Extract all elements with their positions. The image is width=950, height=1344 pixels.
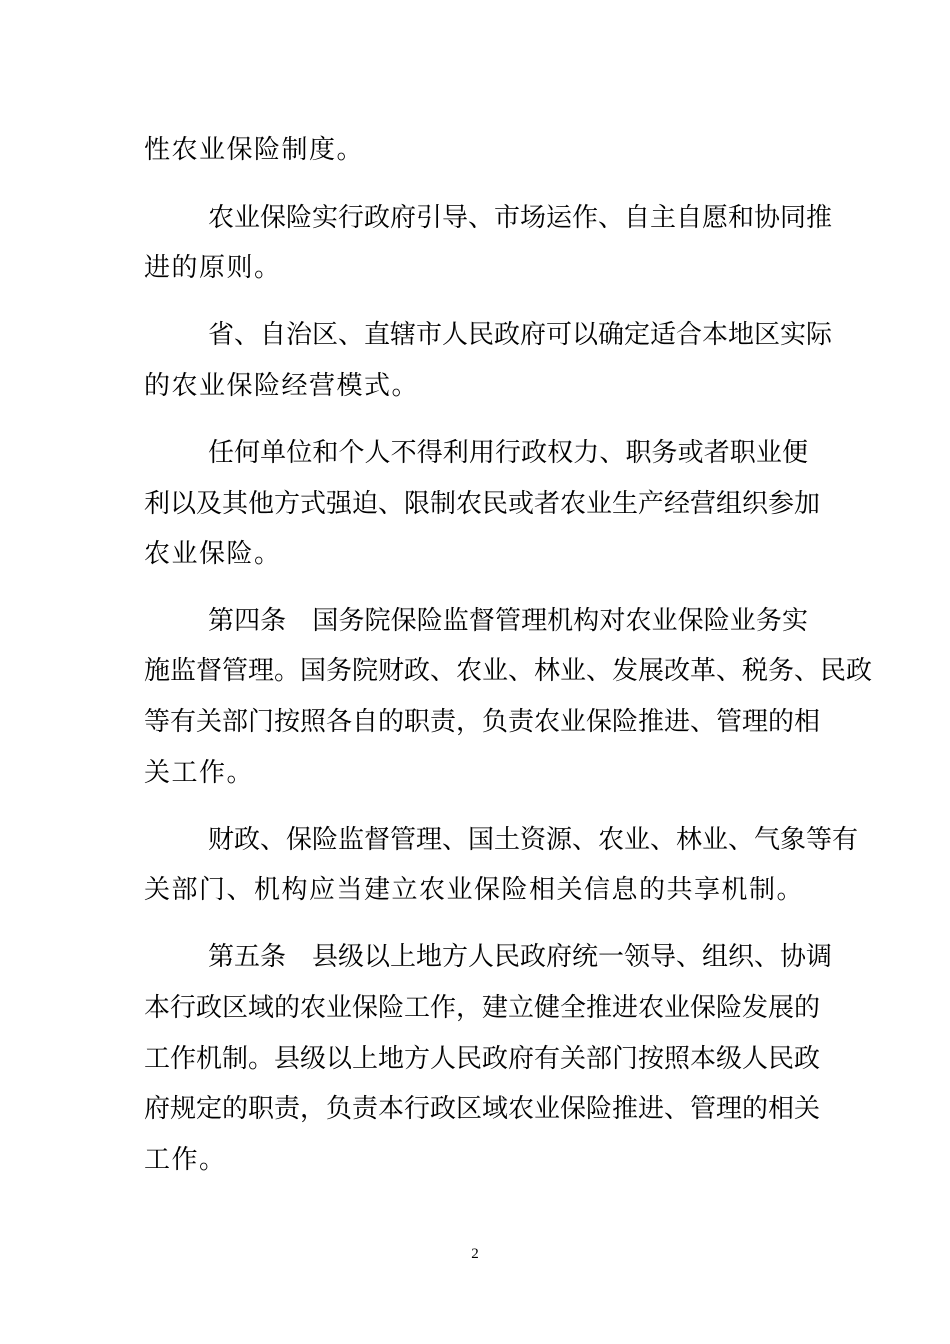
text-line: 利以及其他方式强迫、限制农民或者农业生产经营组织参加 (144, 489, 821, 519)
text-line: 财政、保险监督管理、国土资源、农业、林业、气象等有 (208, 825, 859, 855)
text-line: 第五条 县级以上地方人民政府统一领导、组织、协调 (208, 942, 833, 972)
page-number: 2 (471, 1246, 479, 1262)
text-line: 进的原则。 (144, 253, 282, 283)
text-line: 农业保险实行政府引导、市场运作、自主自愿和协同推 (208, 203, 833, 233)
text-line: 关工作。 (144, 758, 255, 788)
text-line: 工作机制。县级以上地方人民政府有关部门按照本级人民政 (144, 1044, 821, 1074)
text-line: 省、自治区、直辖市人民政府可以确定适合本地区实际 (208, 320, 833, 350)
text-line: 第四条 国务院保险监督管理机构对农业保险业务实 (208, 606, 808, 636)
text-line: 工作。 (144, 1145, 227, 1175)
text-line: 施监督管理。国务院财政、农业、林业、发展改革、税务、民政 (144, 656, 873, 686)
text-line: 的农业保险经营模式。 (144, 371, 420, 401)
text-line: 府规定的职责，负责本行政区域农业保险推进、管理的相关 (144, 1094, 821, 1124)
text-line: 性农业保险制度。 (144, 135, 365, 165)
text-line: 等有关部门按照各自的职责，负责农业保险推进、管理的相 (144, 707, 821, 737)
text-line: 本行政区域的农业保险工作，建立健全推进农业保险发展的 (144, 993, 821, 1023)
text-line: 农业保险。 (144, 539, 282, 569)
text-line: 关部门、机构应当建立农业保险相关信息的共享机制。 (144, 875, 805, 905)
text-line: 任何单位和个人不得利用行政权力、职务或者职业便 (208, 438, 808, 468)
